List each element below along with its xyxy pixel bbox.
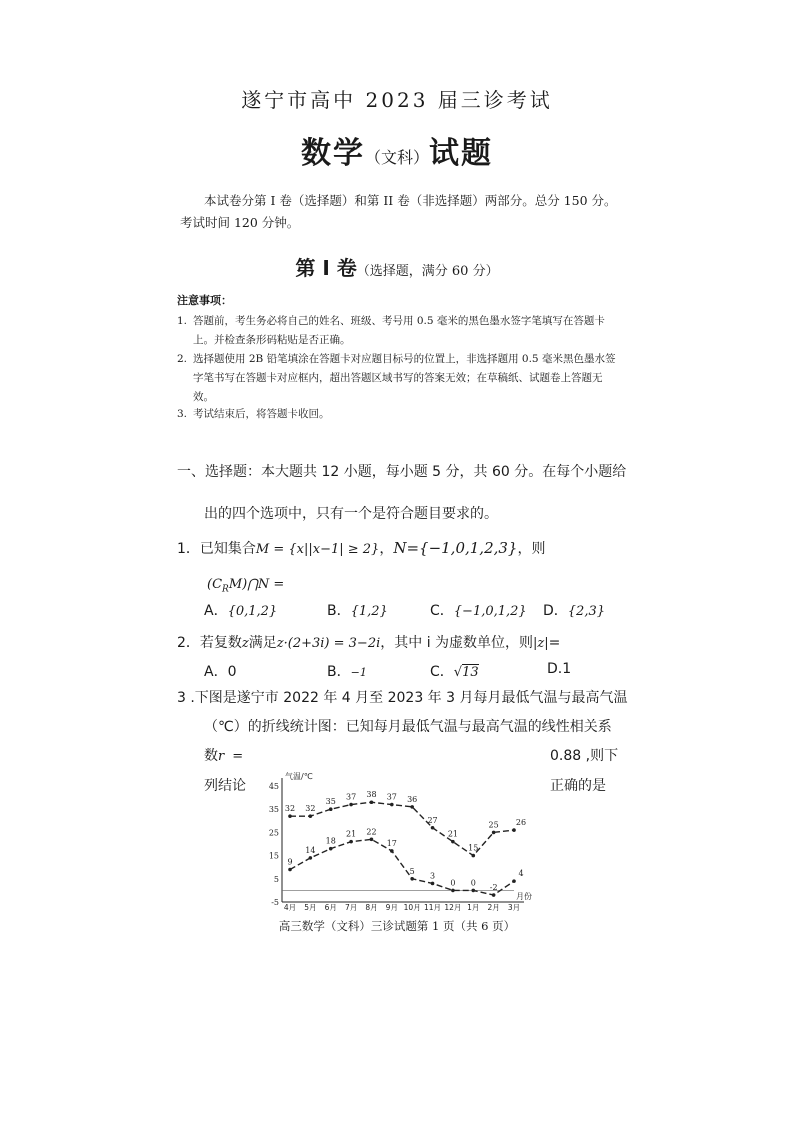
option-label: C． xyxy=(430,664,454,680)
data-label: 32 xyxy=(284,804,296,814)
data-label: 5 xyxy=(409,866,415,876)
q3-r: r xyxy=(218,749,225,764)
q1-expr-sub: R xyxy=(222,584,229,595)
q1-expression xyxy=(207,577,284,595)
data-point xyxy=(410,877,414,881)
exam-title: 遂宁市高中 2023 届三诊考试 xyxy=(241,88,553,112)
subject-tail: 试题 xyxy=(429,136,493,171)
q1-set-n: N={−1,0,1,2,3} xyxy=(393,539,518,557)
x-tick-label: 1月 xyxy=(467,903,480,912)
section1-line1: 一、选择题：本大题共 12 小题，每小题 5 分，共 60 分。在每个小题给 xyxy=(177,464,627,480)
x-tick-label: 11月 xyxy=(424,903,442,912)
q3-line3-left xyxy=(204,745,243,765)
data-point xyxy=(349,803,353,807)
series-line xyxy=(290,836,514,895)
data-label: 25 xyxy=(488,820,499,830)
data-label: 35 xyxy=(325,797,336,807)
option-value: −1 xyxy=(350,666,367,679)
option-value: {2,3} xyxy=(567,604,605,619)
data-label: 17 xyxy=(386,838,397,848)
notice-item-3 xyxy=(177,405,617,424)
q2-eq: = xyxy=(548,635,561,651)
q2-mid: ，其中 i 为虚数单位，则 xyxy=(380,635,534,651)
notice-item-text: 选择题使用 2B 铅笔填涂在答题卡对应题目标号的位置上，非选择题用 0.5 毫米黑色墨水签字笔书写在答题卡对应框内，超出答题区域书写的答案无效；在草稿纸、试题卷上答题无效。 xyxy=(193,353,616,403)
x-tick-label: 6月 xyxy=(324,903,337,912)
data-label: 37 xyxy=(345,792,357,802)
notice-title: 注意事项： xyxy=(177,294,232,307)
part1-subtitle: （选择题，满分 60 分） xyxy=(356,264,499,279)
q1-set-m: M = {x||x−1| ≥ 2} xyxy=(255,542,380,557)
data-point xyxy=(471,889,475,893)
data-point xyxy=(309,856,313,860)
x-tick-label: 10月 xyxy=(403,903,421,912)
notice-item-1 xyxy=(177,312,617,350)
q1-option-d xyxy=(543,600,605,620)
data-label: -2 xyxy=(489,883,498,893)
y-axis-label: 气温/℃ xyxy=(285,772,313,781)
data-point xyxy=(288,814,292,818)
data-label: 22 xyxy=(366,827,377,837)
q3-line4-left: 列结论 xyxy=(204,778,246,794)
data-point xyxy=(329,847,333,851)
q3-line3-right: 0.88 ,则下 xyxy=(550,748,619,764)
x-axis-label: 月份 xyxy=(516,892,532,901)
temperature-chart xyxy=(262,766,538,916)
option-value: 0 xyxy=(227,664,237,680)
x-tick-label: 7月 xyxy=(344,903,358,912)
part1-title: 第 Ⅰ 卷 xyxy=(295,256,357,280)
page-footer: 高三数学（文科）三诊试题第 1 页（共 6 页） xyxy=(278,919,516,933)
x-tick-label: 5月 xyxy=(304,903,317,912)
data-point xyxy=(512,828,516,832)
q2-option-c xyxy=(430,661,479,681)
part1-heading xyxy=(0,252,794,281)
temperature-chart-svg xyxy=(262,766,538,912)
option-value: {−1,0,1,2} xyxy=(453,604,527,619)
section1-line2: 出的四个选项中，只有一个是符合题目要求的。 xyxy=(204,506,498,522)
data-label: 27 xyxy=(427,815,438,825)
data-label: 14 xyxy=(305,845,316,855)
q1-prefix: 1．已知集合 xyxy=(177,541,256,557)
data-label: 37 xyxy=(386,792,397,802)
option-label: B． xyxy=(327,603,351,619)
notice-item-number: 2. xyxy=(177,353,188,365)
option-label: D． xyxy=(543,603,568,619)
option-value: 1 xyxy=(562,661,572,677)
data-point xyxy=(431,882,435,886)
data-point xyxy=(410,805,414,809)
sqrt-symbol: √ xyxy=(453,665,463,680)
data-label: 21 xyxy=(447,829,459,839)
data-point xyxy=(370,800,374,804)
x-tick-label: 4月 xyxy=(283,903,297,912)
notice-item-text: 答题前，考生务必将自己的姓名、班级、考号用 0.5 毫米的黑色墨水签字笔填写在答题卡上。并检查条形码粘贴是否正确。 xyxy=(193,315,605,346)
q1-expr-tail: M)⋂N = xyxy=(228,577,285,592)
notice-item-text: 考试结束后，将答题卡收回。 xyxy=(193,408,330,420)
q2-z: z xyxy=(241,636,249,651)
subject-paren: （文科） xyxy=(364,148,429,167)
data-label: 0 xyxy=(470,878,476,888)
x-tick-label: 8月 xyxy=(365,903,378,912)
q3-line3-prefix: 数 xyxy=(204,748,218,764)
option-label: A． xyxy=(204,603,228,619)
q1-option-a xyxy=(204,600,277,620)
data-point xyxy=(471,854,475,858)
data-label: 15 xyxy=(468,843,479,853)
option-label: A． xyxy=(204,664,228,680)
q3-eq: = xyxy=(232,749,244,764)
data-point xyxy=(329,807,333,811)
notice-item-number: 1. xyxy=(177,315,188,327)
q2-abs: |z| xyxy=(533,636,549,651)
data-point xyxy=(390,803,394,807)
data-label: 26 xyxy=(515,818,527,828)
option-value: {0,1,2} xyxy=(227,604,278,619)
data-label: 32 xyxy=(305,804,316,814)
data-label: 3 xyxy=(429,871,436,881)
subject-main: 数学 xyxy=(300,136,365,171)
data-point xyxy=(390,849,394,853)
data-point xyxy=(309,814,313,818)
intro-paragraph: 本试卷分第 I 卷（选择题）和第 II 卷（非选择题）两部分。总分 150 分。考试时间 120 分钟。 xyxy=(180,193,617,230)
data-label: 0 xyxy=(450,878,456,888)
option-label: C． xyxy=(430,603,454,619)
option-label: B． xyxy=(327,664,351,680)
q2-cond-word: 满足 xyxy=(248,635,277,651)
q3-line2: （℃）的折线统计图：已知每月最低气温与最高气温的线性相关系 xyxy=(204,719,612,735)
q2-option-a xyxy=(204,661,237,681)
x-tick-label: 3月 xyxy=(507,903,521,912)
q3-line4-right: 正确的是 xyxy=(550,778,606,794)
y-tick-label: 45 xyxy=(268,782,279,791)
data-point xyxy=(431,826,435,830)
q2-prefix: 2．若复数 xyxy=(177,635,242,651)
option-value: 13 xyxy=(462,665,479,680)
data-label: 36 xyxy=(407,794,418,804)
q1-option-c xyxy=(430,600,527,620)
y-tick-label: -5 xyxy=(271,898,279,907)
y-tick-label: 5 xyxy=(273,874,279,884)
data-point xyxy=(492,893,496,897)
data-point xyxy=(370,838,374,842)
q2-option-d xyxy=(547,661,571,677)
q1-suffix: ，则 xyxy=(517,541,546,557)
data-point xyxy=(451,840,455,844)
data-label: 21 xyxy=(345,829,357,839)
y-tick-label: 35 xyxy=(268,805,279,815)
data-label: 4 xyxy=(518,869,524,879)
data-point xyxy=(492,831,496,835)
question-2-stem xyxy=(177,632,560,652)
data-label: 9 xyxy=(287,857,293,867)
subject-title xyxy=(0,128,794,172)
series-line xyxy=(290,802,514,855)
q1-option-b xyxy=(327,600,388,620)
option-value: {1,2} xyxy=(350,604,388,619)
y-tick-label: 15 xyxy=(268,851,279,861)
data-point xyxy=(512,879,516,883)
notice-item-number: 3. xyxy=(177,408,188,420)
q2-equation: z·(2+3i) = 3−2i xyxy=(276,636,381,651)
data-point xyxy=(349,840,353,844)
question-1-stem xyxy=(177,538,545,558)
data-label: 18 xyxy=(325,836,336,846)
data-point xyxy=(288,868,292,872)
notice-item-2 xyxy=(177,350,617,407)
q1-comma: ， xyxy=(379,541,394,557)
x-tick-label: 9月 xyxy=(385,903,398,912)
data-label: 38 xyxy=(366,790,377,800)
data-point xyxy=(451,889,455,893)
option-label: D. xyxy=(547,661,563,677)
x-tick-label: 2月 xyxy=(487,903,500,912)
x-tick-label: 12月 xyxy=(444,903,462,912)
q3-line1: 3 .下图是遂宁市 2022 年 4 月至 2023 年 3 月每月最低气温与最高气温 xyxy=(177,690,628,706)
q2-option-b xyxy=(327,661,367,681)
q1-expr-head: (C xyxy=(207,577,223,592)
y-tick-label: 25 xyxy=(268,828,279,838)
